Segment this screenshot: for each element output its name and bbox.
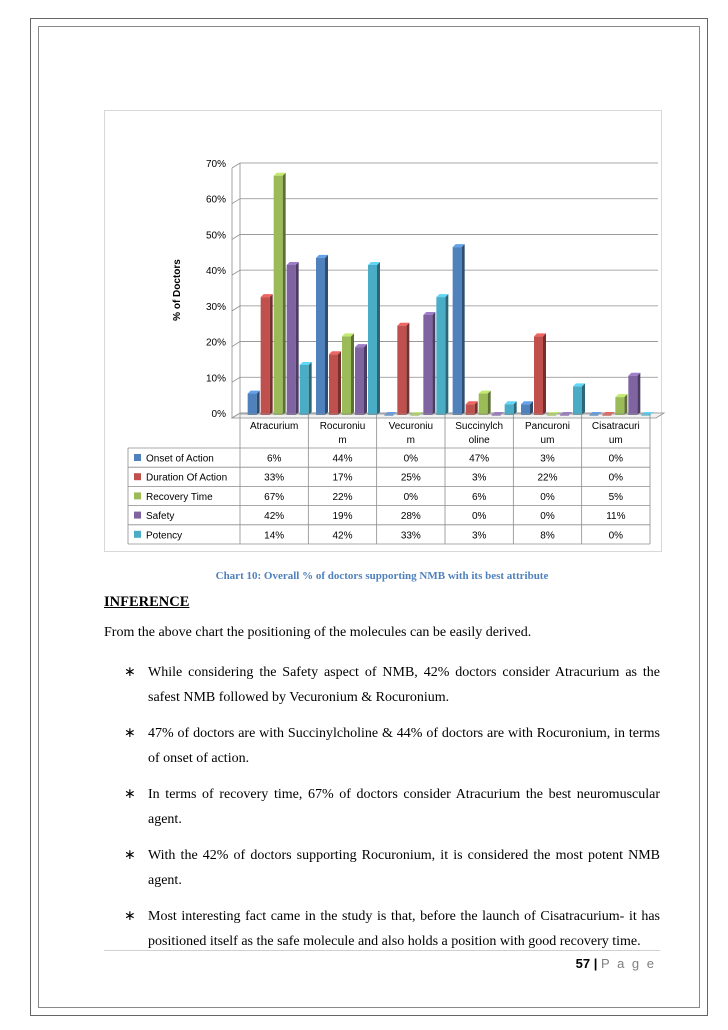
bullet-text: Most interesting fact came in the study is that, before the launch of Cisatracurium- it has positioned itself as the safe molecule and also holds a position with good recovery time. [148,909,660,949]
x-tick-label: Atracurium [249,421,299,432]
data-label: 0% [471,511,487,523]
intro-paragraph: From the above chart the positioning of the molecules can be easily derived. [104,625,532,640]
data-label: 42% [332,530,353,542]
data-label: 33% [400,530,421,542]
data-label: 22% [332,491,353,503]
bullet-text: With the 42% of doctors supporting Rocuronium, it is considered the most potent NMB agent. [148,848,660,888]
inference-list [104,660,660,965]
x-tick-label: oline [468,435,490,446]
bar [534,336,543,415]
data-label: 67% [264,491,285,503]
bullet-icon: ∗ [124,726,136,741]
y-axis-title: % of Doctors [172,259,183,321]
bar [248,394,257,415]
footer-separator: | [593,956,598,971]
bar [287,265,296,415]
bar [505,404,514,415]
legend-swatch [134,531,141,538]
bar [547,415,556,416]
data-label: 25% [400,472,421,484]
data-label: 0% [403,453,419,465]
bar-side [488,391,491,415]
bullet-icon: ∗ [124,848,136,863]
bar [342,336,351,415]
x-tick-label: Rocuroniu [319,421,366,432]
x-tick-label: Pancuroni [524,421,571,432]
list-item [104,843,660,893]
bar [300,365,309,415]
bar [573,386,582,415]
data-label: 0% [608,530,624,542]
data-label: 0% [608,472,624,484]
data-label: 22% [537,472,558,484]
x-tick-label: um [540,435,555,446]
bar-side [582,383,585,415]
bar [602,415,611,416]
legend-swatch [134,492,141,499]
bar-side [309,362,312,415]
data-label: 5% [608,491,624,503]
bar [274,176,283,415]
data-label: 19% [332,511,353,523]
y-tick-label: 10% [205,373,226,385]
bar [615,397,624,415]
bar-side [325,255,328,415]
y-tick-label: 50% [205,230,226,242]
bar [479,394,488,415]
bullet-text: 47% of doctors are with Succinylcholine & 44% of doctors are with Rocuronium, in terms of onset of action. [148,726,660,766]
bar [316,258,325,415]
bar [261,297,270,415]
y-tick-label: 30% [205,301,226,313]
bar [641,415,650,416]
bar-side [462,244,465,415]
bar-side [351,333,354,415]
bar-side [624,394,627,415]
inference-heading: INFERENCE [104,594,190,610]
y-tick-label: 20% [205,337,226,349]
data-label: 0% [403,491,419,503]
bar-side [445,294,448,415]
bar [436,297,445,415]
bullet-text: While considering the Safety aspect of NMB, 42% doctors consider Atracurium as the safest NMB followed by Vecuronium & Rocuronium. [148,665,660,705]
list-item [104,904,660,954]
data-label: 11% [606,511,626,523]
bar [560,415,569,416]
gridline [232,234,658,239]
data-label: 28% [400,511,421,523]
data-label: 0% [608,453,624,465]
bar-side [296,262,299,415]
legend-label: Onset of Action [146,453,214,465]
data-label: 33% [264,472,285,484]
page-number: 57 [575,956,591,971]
bar [423,315,432,415]
footer-divider [104,950,660,951]
bar-side [257,391,260,415]
page-footer [576,956,656,971]
legend-swatch [134,473,141,480]
bar [453,247,462,415]
y-tick-label: 40% [205,266,226,278]
y-tick-label: 60% [205,194,226,206]
bar [410,415,419,416]
chart-caption: Chart 10: Overall % of doctors supporting NMB with its best attribute [215,570,549,582]
legend-label: Potency [146,530,183,542]
x-tick-label: Cisatracuri [591,421,640,432]
bar [521,404,530,415]
x-tick-label: Succinylch [455,421,504,432]
bar [368,265,377,415]
bar [466,404,475,415]
bar-side [543,333,546,415]
data-label: 6% [471,491,487,503]
x-tick-label: um [608,435,623,446]
list-item [104,721,660,771]
data-label: 0% [540,511,555,523]
bar [384,415,393,416]
legend-swatch [134,512,141,519]
bullet-icon: ∗ [124,787,136,802]
legend-label: Duration Of Action [146,472,228,484]
bar-side [338,351,341,415]
bar-side [637,373,640,415]
bar [492,415,501,416]
bullet-icon: ∗ [124,665,136,680]
bar [329,354,338,415]
data-label: 3% [471,530,487,542]
bullet-text: In terms of recovery time, 67% of doctors consider Atracurium the best neuromuscular agent. [148,787,660,827]
y-tick-label: 0% [211,409,226,420]
bar [628,376,637,415]
data-label: 3% [471,472,487,484]
data-label: 6% [266,453,282,465]
bar-side [377,262,380,415]
bar [589,415,598,416]
list-item [104,660,660,710]
x-tick-label: Vecuroniu [388,421,434,432]
bar [355,347,364,415]
y-tick-label: 70% [205,159,226,170]
data-label: 14% [264,530,285,542]
page-label: P a g e [601,956,656,971]
data-label: 47% [469,453,490,465]
list-item [104,782,660,832]
legend-label: Recovery Time [146,491,213,503]
x-tick-label: m [406,435,416,446]
data-label: 3% [540,453,555,465]
legend-label: Safety [146,511,175,523]
gridline [232,199,658,204]
data-label: 42% [264,511,285,523]
bar-side [364,344,367,415]
x-tick-label: m [338,435,347,446]
legend-swatch [134,454,141,461]
bar-side [283,173,286,415]
data-label: 44% [332,453,353,465]
bar [397,326,406,415]
bar-side [270,294,273,415]
bar-side [432,312,435,415]
bar-side [406,323,409,415]
data-label: 0% [540,491,555,503]
gridline [232,163,658,168]
data-label: 8% [540,530,555,542]
bullet-icon: ∗ [124,909,136,924]
data-label: 17% [332,472,353,484]
